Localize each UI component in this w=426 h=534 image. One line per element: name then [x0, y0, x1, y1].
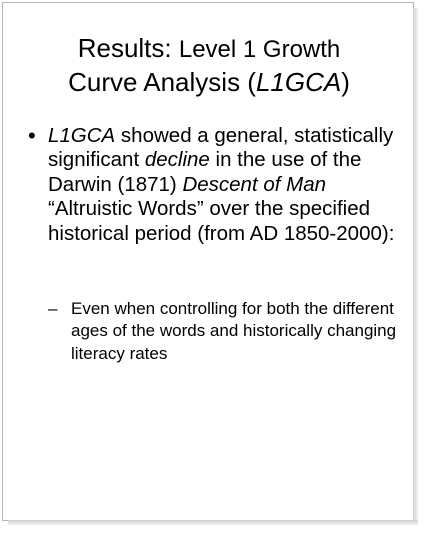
- slide-shadow-right: [413, 8, 418, 522]
- title-l1gca: L1GCA: [255, 67, 342, 97]
- bullet-text: [48, 124, 408, 246]
- bullet-descent-of-man: Descent of Man: [182, 172, 327, 196]
- bullet-text-1: showed a general, statistically significant: [48, 124, 394, 172]
- sub-bullet-text: Even when controlling for both the different ages of the words and historically changing literacy rates: [71, 299, 397, 363]
- bullet-text-3: “Altruistic Words” over the specified historical period (from AD 1850-2000):: [48, 197, 395, 245]
- bullet-text-2: in the use of the Darwin (1871): [48, 148, 362, 196]
- title-close-paren: ): [341, 67, 350, 97]
- bullet-l1gca: L1GCA: [48, 124, 116, 147]
- sub-bullet-marker: –: [48, 299, 58, 318]
- slide-title: [6, 32, 412, 98]
- title-level: Level 1 Growth: [178, 36, 341, 63]
- title-results: Results:: [77, 33, 172, 63]
- title-curve-analysis: Curve Analysis (: [68, 67, 256, 97]
- bullet-marker: •: [28, 123, 36, 148]
- bullet-decline: decline: [144, 148, 210, 172]
- slide-shadow-bottom: [8, 520, 418, 525]
